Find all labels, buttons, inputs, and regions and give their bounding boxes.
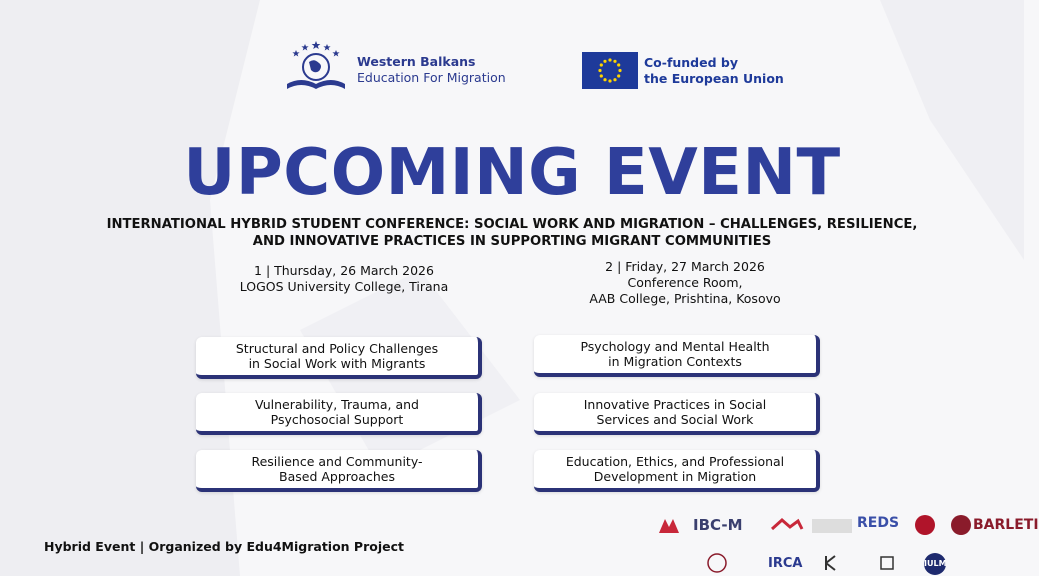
- eu-text-line1: Co-funded by: [644, 55, 739, 70]
- eu-cofunded-logo: [582, 52, 782, 92]
- eu-text-line2: the European Union: [644, 71, 784, 86]
- topic-box: [196, 393, 482, 435]
- wb-logo-subtitle: Education For Migration: [357, 70, 506, 85]
- partner-logo-icon: [657, 515, 681, 537]
- day-2-date: 2 | Friday, 27 March 2026: [605, 259, 765, 274]
- topic-box: [534, 450, 820, 492]
- eu-flag-icon: [582, 52, 638, 89]
- topic-box: [534, 393, 820, 435]
- topic-box: [196, 337, 482, 379]
- topic-line: Based Approaches: [279, 469, 395, 484]
- topic-line: Innovative Practices in Social: [583, 397, 767, 412]
- day-2-room: Conference Room,: [627, 275, 743, 290]
- topic-line: Education, Ethics, and Professional: [565, 454, 785, 469]
- headline: UPCOMING EVENT: [183, 136, 841, 210]
- topic-line: Resilience and Community-: [251, 454, 423, 469]
- partner-logo-small: [812, 519, 852, 533]
- topic-box: [196, 450, 482, 492]
- partner-reds: REDS: [857, 515, 900, 531]
- conference-title-line2: AND INNOVATIVE PRACTICES IN SUPPORTING MIGRANT COMMUNITIES: [252, 234, 772, 249]
- day-2-info: [545, 259, 825, 307]
- topic-box: [534, 335, 820, 377]
- day-1-info: [204, 263, 484, 295]
- day-1-venue: LOGOS University College, Tirana: [239, 279, 449, 294]
- topic-line: Structural and Policy Challenges: [235, 341, 439, 356]
- day-1-date: 1 | Thursday, 26 March 2026: [254, 263, 434, 278]
- partner-barleti: BARLETI: [973, 517, 1039, 533]
- partner-ibcm: IBC-M: [693, 516, 743, 534]
- topic-line: Psychology and Mental Health: [580, 339, 770, 354]
- topic-line: Vulnerability, Trauma, and: [255, 397, 419, 412]
- topic-line: Services and Social Work: [596, 412, 754, 427]
- partner-iulm: IULM: [924, 553, 946, 575]
- conference-title: [40, 216, 984, 250]
- partner-logo-icon: [914, 514, 936, 536]
- globe-book-icon: [281, 40, 351, 92]
- partner-logo-icon: [823, 554, 839, 572]
- topic-line: Development in Migration: [593, 469, 757, 484]
- partner-logo-icon: [950, 514, 972, 536]
- day-2-venue: AAB College, Prishtina, Kosovo: [589, 291, 781, 306]
- partner-logo-icon: [770, 517, 804, 533]
- partner-irca: IRCA: [768, 556, 803, 571]
- topic-line: in Social Work with Migrants: [248, 356, 426, 371]
- topic-line: in Migration Contexts: [608, 354, 742, 369]
- conference-title-line1: INTERNATIONAL HYBRID STUDENT CONFERENCE: SOCIAL WORK AND MIGRATION – CHALLENGES, RESILIENCE,: [106, 217, 918, 232]
- topic-line: Psychosocial Support: [270, 412, 404, 427]
- partner-logo-icon: [707, 553, 727, 573]
- wb-logo-title: Western Balkans: [357, 54, 476, 69]
- partner-logo-icon: [877, 553, 897, 573]
- western-balkans-logo: [281, 40, 506, 92]
- footer-organizer: Hybrid Event | Organized by Edu4Migration Project: [44, 539, 404, 554]
